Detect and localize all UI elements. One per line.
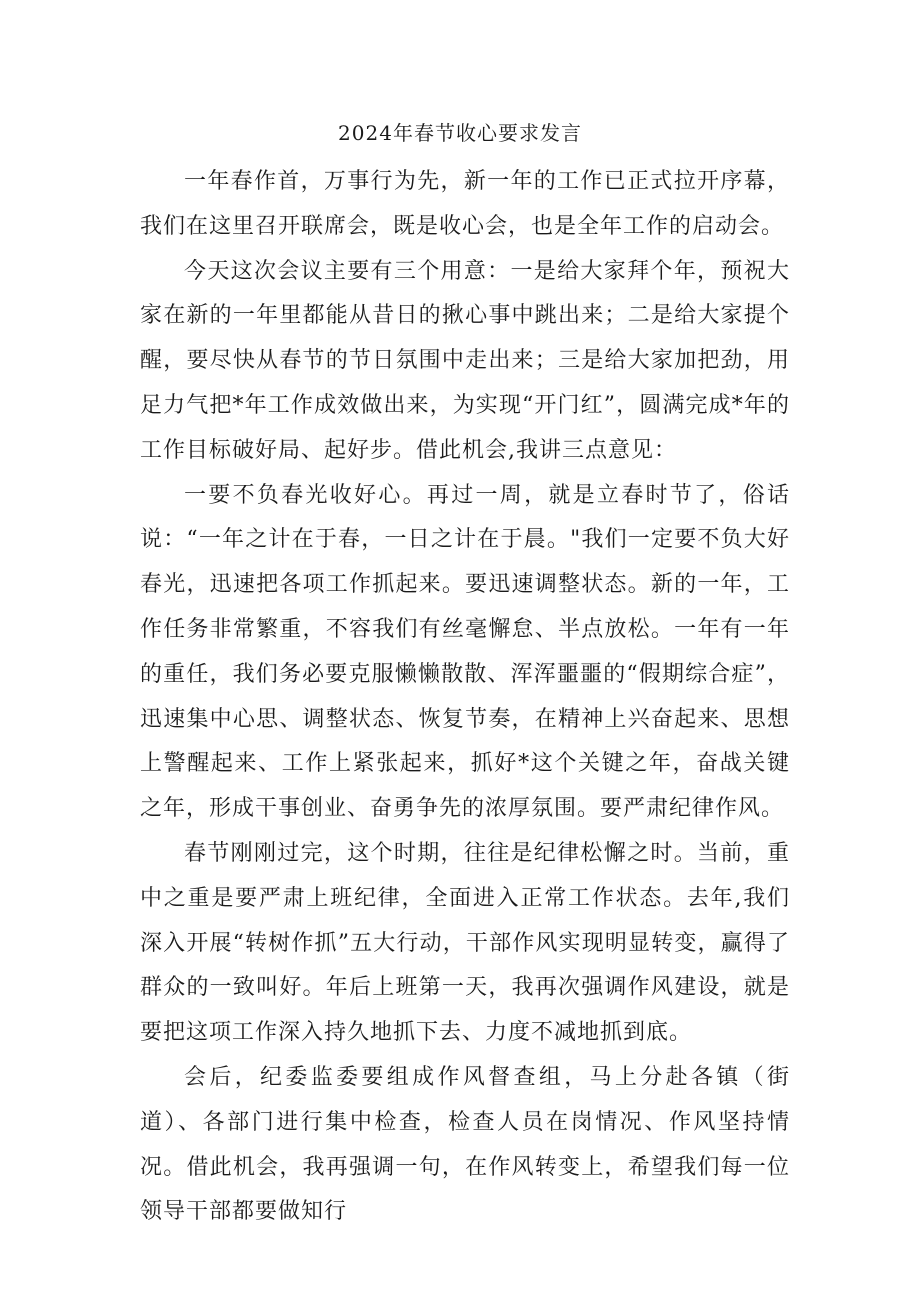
document-body: [140, 160, 790, 1235]
paragraph-discipline: 春节刚刚过完，这个时期，往往是纪律松懈之时。当前，重中之重是要严肃上班纪律，全面进入正常工作状态。去年,我们深入开展“转树作抓”五大行动，干部作风实现明显转变，赢得了群众的一致叫好。年后上班第一天，我再次强调作风建设，就是要把这项工作深入持久地抓下去、力度不减地抓到底。: [140, 840, 790, 1046]
paragraph-opening: 一年春作首，万事行为先，新一年的工作已正式拉开序幕，我们在这里召开联席会，既是收心会，也是全年工作的启动会。: [140, 169, 790, 239]
paragraph-purposes: 今天这次会议主要有三个用意：一是给大家拜个年，预祝大家在新的一年里都能从昔日的揪心事中跳出来；二是给大家提个醒，要尽快从春节的节日氛围中走出来；三是给大家加把劲，用足力气把*年工作成效做出来，为实现“开门红”，圆满完成*年的工作目标破好局、起好步。借此机会,我讲三点意见：: [140, 258, 790, 463]
document-title: 2024年春节收心要求发言: [338, 121, 582, 145]
paragraph-inspection: 会后，纪委监委要组成作风督查组，马上分赴各镇（街道）、各部门进行集中检查，检查人员在岗情况、作风坚持情况。借此机会，我再强调一句，在作风转变上，希望我们每一位领导干部都要做知行: [140, 1064, 790, 1225]
paragraph-point-one: 一要不负春光收好心。再过一周，就是立春时节了，俗话说：“一年之计在于春，一日之计在于晨。"我们一定要不负大好春光，迅速把各项工作抓起来。要迅速调整状态。新的一年，工作任务非常繁重，不容我们有丝毫懈怠、半点放松。一年有一年的重任，我们务必要克服懒懒散散、浑浑噩噩的“假期综合症”，迅速集中心思、调整状态、恢复节奏，在精神上兴奋起来、思想上警醒起来、工作上紧张起来，抓好*这个关键之年，奋战关键之年，形成干事创业、奋勇争先的浓厚氛围。要严肃纪律作风。: [140, 482, 790, 822]
